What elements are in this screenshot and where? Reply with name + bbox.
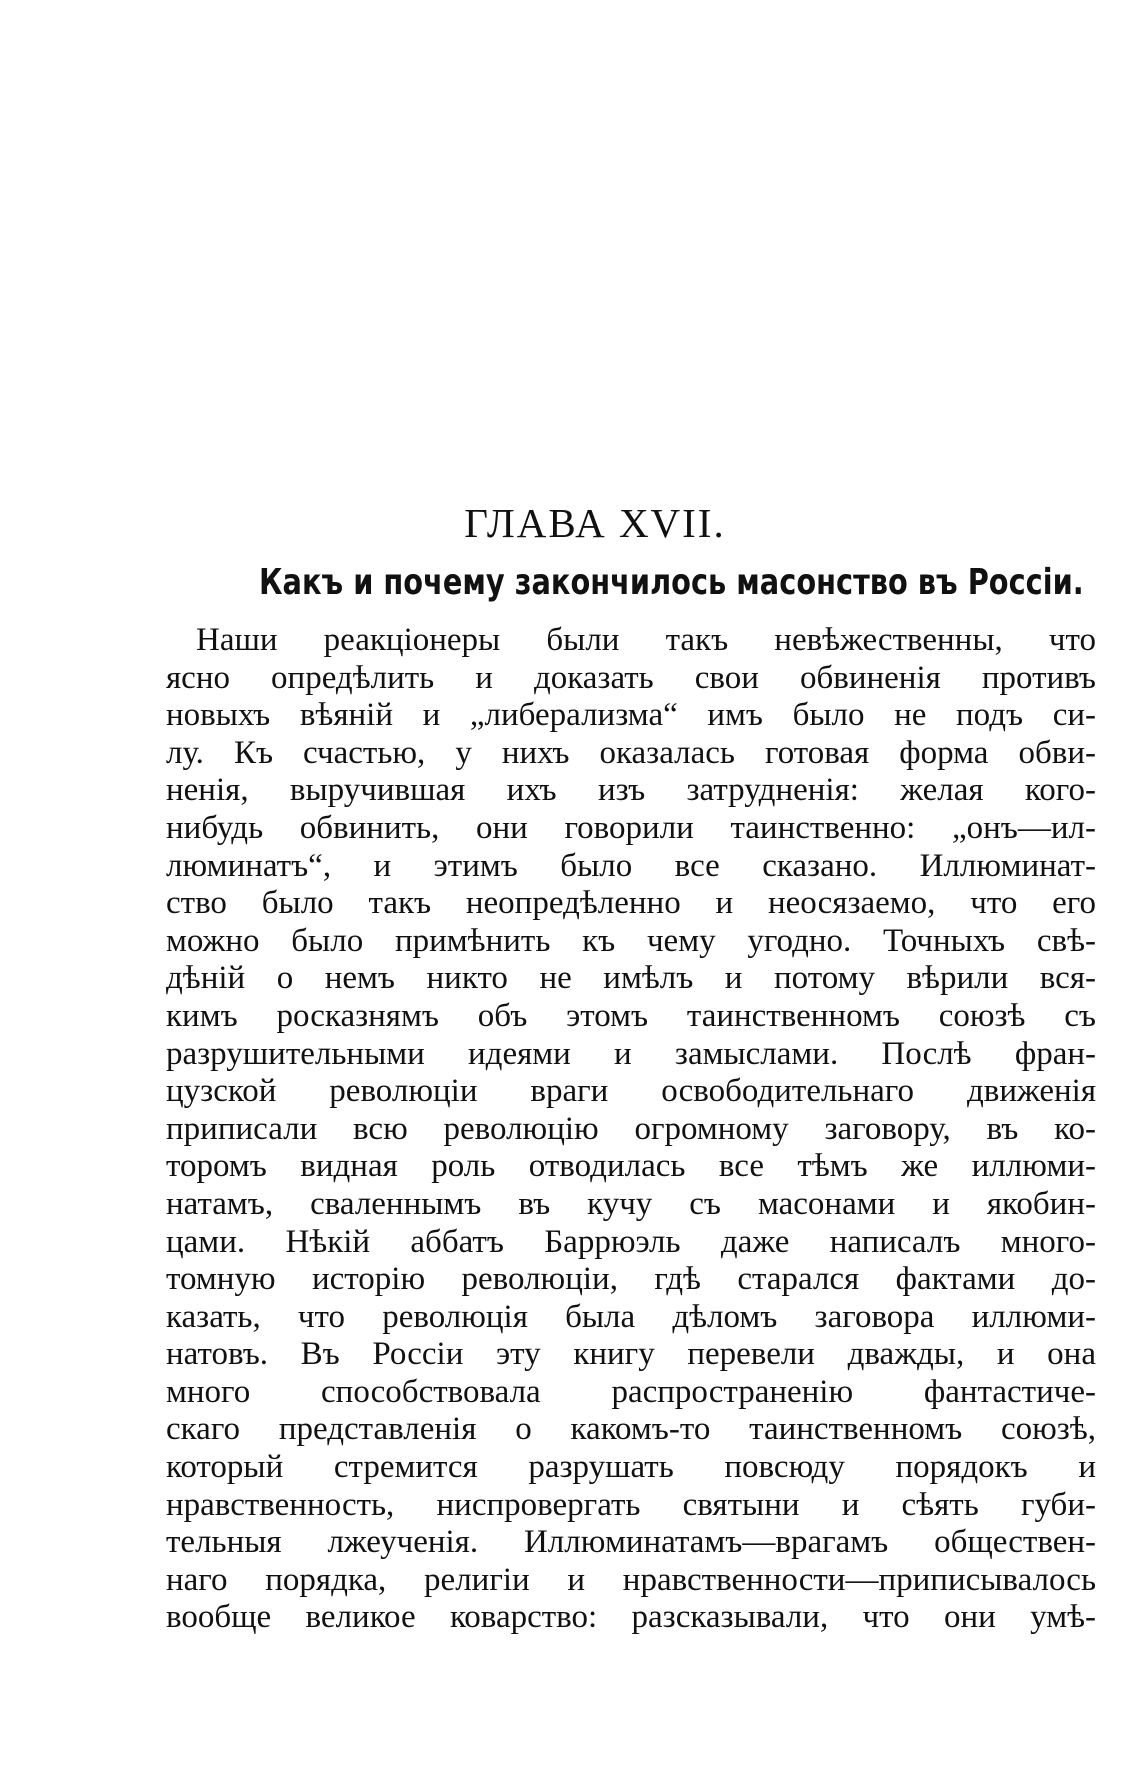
text-line: торомъ видная роль отводилась все тѣмъ же иллюми-: [166, 1148, 1096, 1185]
text-line: нравственность, ниспровергать святыни и сѣять губи-: [166, 1486, 1096, 1523]
text-line: тельныя лжеученія. Иллюминатамъ—врагамъ обществен-: [166, 1524, 1096, 1561]
text-line: казать, что революція была дѣломъ заговора иллюми-: [166, 1298, 1096, 1335]
text-line: цузской революціи враги освободительнаго движенія: [166, 1073, 1096, 1110]
text-line: ненія, выручившая ихъ изъ затрудненія: желая кого-: [166, 772, 1096, 809]
text-line: нибудь обвинить, они говорили таинственно: „онъ—ил-: [166, 809, 1096, 846]
text-line: который стремится разрушать повсюду порядокъ и: [166, 1449, 1096, 1486]
text-line: можно было примѣнить къ чему угодно. Точныхъ свѣ-: [166, 922, 1096, 959]
text-line: вообще великое коварство: разсказывали, что они умѣ-: [166, 1599, 1096, 1636]
text-line: Наши реакціонеры были такъ невѣжественны, что: [196, 622, 1096, 658]
text-line: ство было такъ неопредѣленно и неосязаемо, что его: [166, 885, 1096, 922]
chapter-title: Какъ и почему закончилось масонство въ Россіи.: [259, 562, 1084, 603]
text-line: приписали всю революцію огромному заговору, въ ко-: [166, 1110, 1096, 1147]
text-line: дѣній о немъ никто не имѣлъ и потому вѣрили вся-: [166, 960, 1096, 997]
text-line: наго порядка, религіи и нравственности—приписывалось: [166, 1561, 1096, 1598]
text-line: ясно опредѣлить и доказать свои обвиненія противъ: [166, 659, 1096, 696]
text-line: скаго представленія о какомъ-то таинственномъ союзѣ,: [166, 1411, 1096, 1448]
text-line: лу. Къ счастью, у нихъ оказалась готовая форма обви-: [166, 734, 1096, 771]
text-line: томную исторію революціи, гдѣ старался фактами до-: [166, 1261, 1096, 1298]
text-line: люминатъ“, и этимъ было все сказано. Иллюминат-: [166, 847, 1096, 884]
text-line: много способствовала распространенію фантастиче-: [166, 1373, 1096, 1410]
text-line: натамъ, сваленнымъ въ кучу съ масонами и якобин-: [166, 1185, 1096, 1222]
text-line: натовъ. Въ Россіи эту книгу перевели дважды, и она: [166, 1336, 1096, 1373]
text-line: цами. Нѣкій аббатъ Баррюэль даже написалъ много-: [166, 1223, 1096, 1260]
chapter-number: ГЛАВА XVII.: [464, 500, 726, 546]
text-line: разрушительными идеями и замыслами. Послѣ фран-: [166, 1035, 1096, 1072]
text-line: кимъ росказнямъ объ этомъ таинственномъ союзѣ съ: [166, 997, 1096, 1034]
text-line: новыхъ вѣяній и „либерализма“ имъ было не подъ си-: [166, 697, 1096, 734]
body-text: [166, 622, 1096, 1637]
